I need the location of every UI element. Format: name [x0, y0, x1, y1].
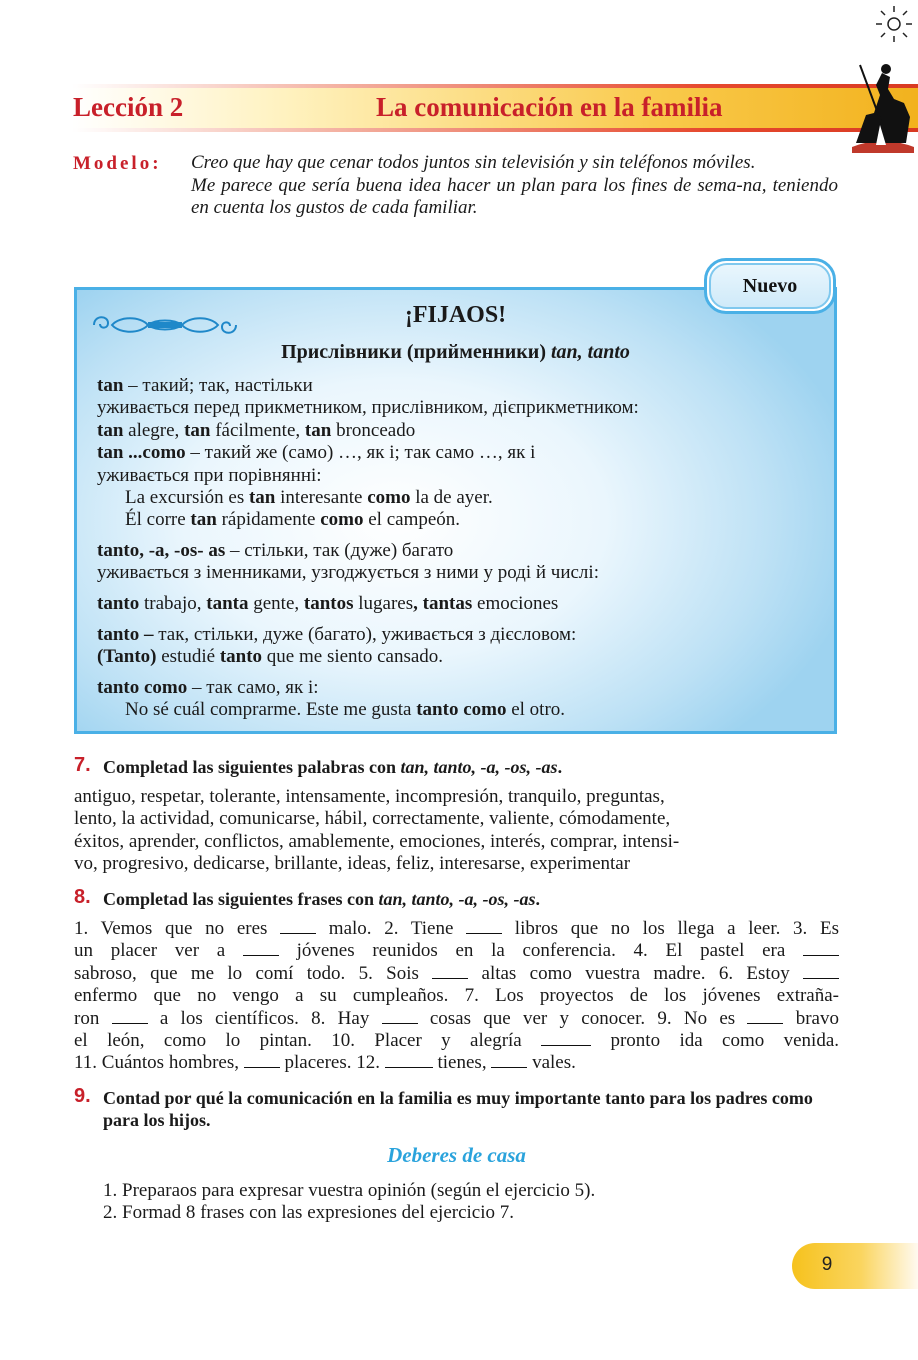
fill-blank[interactable]: [803, 941, 839, 956]
tan-como-definition: tan ...como – такий же (само) …, як і; так само …, як і: [97, 442, 536, 463]
exercise-8-text: [74, 918, 839, 1075]
exercise-7-line: vo, progresivo, dedicarse, brillante, ideas, feliz, interesarse, experimentar: [74, 853, 631, 875]
exercise-9-heading: Contad por qué la comunicación en la familia es muy importante tanto para los padres como para los hijos.: [103, 1088, 813, 1130]
tanto-examples: tanto trabajo, tanta gente, tantos lugares, tantas emociones: [97, 593, 559, 614]
tanto-como-definition: tanto como – так само, як і:: [97, 677, 319, 698]
exercise-7-line: éxitos, aprender, conflictos, amablemente, emociones, interés, comprar, intensi-: [74, 830, 680, 852]
tanto-verb-definition: tanto – так, стільки, дуже (багато), уживається з дієсловом:: [97, 624, 577, 645]
exercise-8-number: 8.: [74, 886, 91, 908]
fill-blank[interactable]: [382, 1009, 418, 1024]
sun-icon: [872, 2, 916, 46]
exercise-8-line: 11. Cuántos hombres, placeres. 12. tienes, vales.: [74, 1052, 576, 1074]
fill-blank[interactable]: [747, 1009, 783, 1024]
fill-blank[interactable]: [112, 1009, 148, 1024]
fill-blank[interactable]: [491, 1053, 527, 1068]
tan-definition: tan – такий; так, настільки: [97, 375, 313, 396]
fill-blank[interactable]: [280, 919, 316, 934]
exercise-8-line: sabroso, que me lo comí todo. 5. Sois altas como vuestra madre. 6. Estoy: [74, 963, 839, 985]
tan-usage: уживається перед прикметником, прислівником, дієприкметником:: [97, 397, 639, 418]
fill-blank[interactable]: [244, 1053, 280, 1068]
tan-examples: tan alegre, tan fácilmente, tan bronceado: [97, 420, 416, 441]
exercise-8-line: 1. Vemos que no eres malo. 2. Tiene libros que no los llega a leer. 3. Es: [74, 918, 839, 939]
fill-blank[interactable]: [385, 1053, 433, 1068]
box-subtitle: Прислівники (прийменники) tan, tanto: [281, 341, 630, 363]
page-number: 9: [821, 1254, 833, 1275]
homework-item: 1. Preparaos para expresar vuestra opinión (según el ejercicio 5).: [103, 1180, 596, 1201]
modelo-text: [191, 152, 838, 220]
exercise-8-line: ron a los científicos. 8. Hay cosas que ver y conocer. 9. No es bravo: [74, 1007, 839, 1029]
header-stripe-bottom: [72, 128, 918, 132]
comparison-usage: уживається при порівнянні:: [97, 465, 322, 486]
exercise-7-words: [74, 786, 839, 876]
tanto-usage: уживається з іменниками, узгоджується з ними у роді й числі:: [97, 562, 599, 583]
fill-blank[interactable]: [432, 964, 468, 979]
lesson-title: La comunicación en la familia: [376, 92, 723, 122]
fill-blank[interactable]: [243, 941, 279, 956]
exercise-7-line: antiguo, respetar, tolerante, intensamente, incompresión, tranquilo, preguntas,: [74, 786, 665, 807]
exercise-7-number: 7.: [74, 754, 91, 776]
exercise-9-number: 9.: [74, 1085, 91, 1107]
modelo-label: Modelo:: [73, 153, 162, 174]
example-sentence-2: Él corre tan rápidamente como el campeón.: [125, 509, 461, 530]
box-title: ¡FIJAOS!: [404, 302, 507, 328]
tanto-definition: tanto, -a, -os- as – стільки, так (дуже) багато: [97, 540, 454, 561]
exercise-8-heading: Completad las siguientes frases con tan, tanto, -a, -os, -as.: [103, 889, 541, 909]
exercise-8-line: enfermo que no vengo a su cumpleaños. 7. Los proyectos de los jóvenes extraña-: [74, 985, 839, 1007]
fill-blank[interactable]: [541, 1031, 591, 1046]
exercise-8-line: el león, como lo pintan. 10. Placer y alegría pronto ida como venida.: [74, 1030, 839, 1052]
exercise-8-line: un placer ver a jóvenes reunidos en la conferencia. 4. El pastel era: [74, 940, 839, 962]
nuevo-badge: Nuevo: [709, 263, 831, 309]
modelo-line-1: Creo que hay que cenar todos juntos sin televisión y sin teléfonos móviles.: [191, 152, 756, 173]
example-sentence-3: (Tanto) estudié tanto que me siento cansado.: [97, 646, 444, 667]
example-sentence-4: No sé cuál comprarme. Este me gusta tanto como el otro.: [125, 699, 566, 720]
fill-blank[interactable]: [466, 919, 502, 934]
exercise-7-heading: Completad las siguientes palabras con tan, tanto, -a, -os, -as.: [103, 757, 563, 777]
lesson-number: Lección 2: [73, 92, 184, 122]
modelo-line-2: Me parece que sería buena idea hacer un plan para los fines de sema-na, teniendo en cuenta los gustos de cada familiar.: [191, 174, 838, 218]
homework-title: Deberes de casa: [387, 1143, 526, 1167]
example-sentence-1: La excursión es tan interesante como la de ayer.: [125, 487, 493, 508]
exercise-7-line: lento, la actividad, comunicarse, hábil, correctamente, valiente, cómodamente,: [74, 808, 671, 830]
don-quixote-icon: [846, 55, 918, 155]
homework-item: 2. Formad 8 frases con las expresiones del ejercicio 7.: [103, 1202, 515, 1223]
fill-blank[interactable]: [803, 964, 839, 979]
